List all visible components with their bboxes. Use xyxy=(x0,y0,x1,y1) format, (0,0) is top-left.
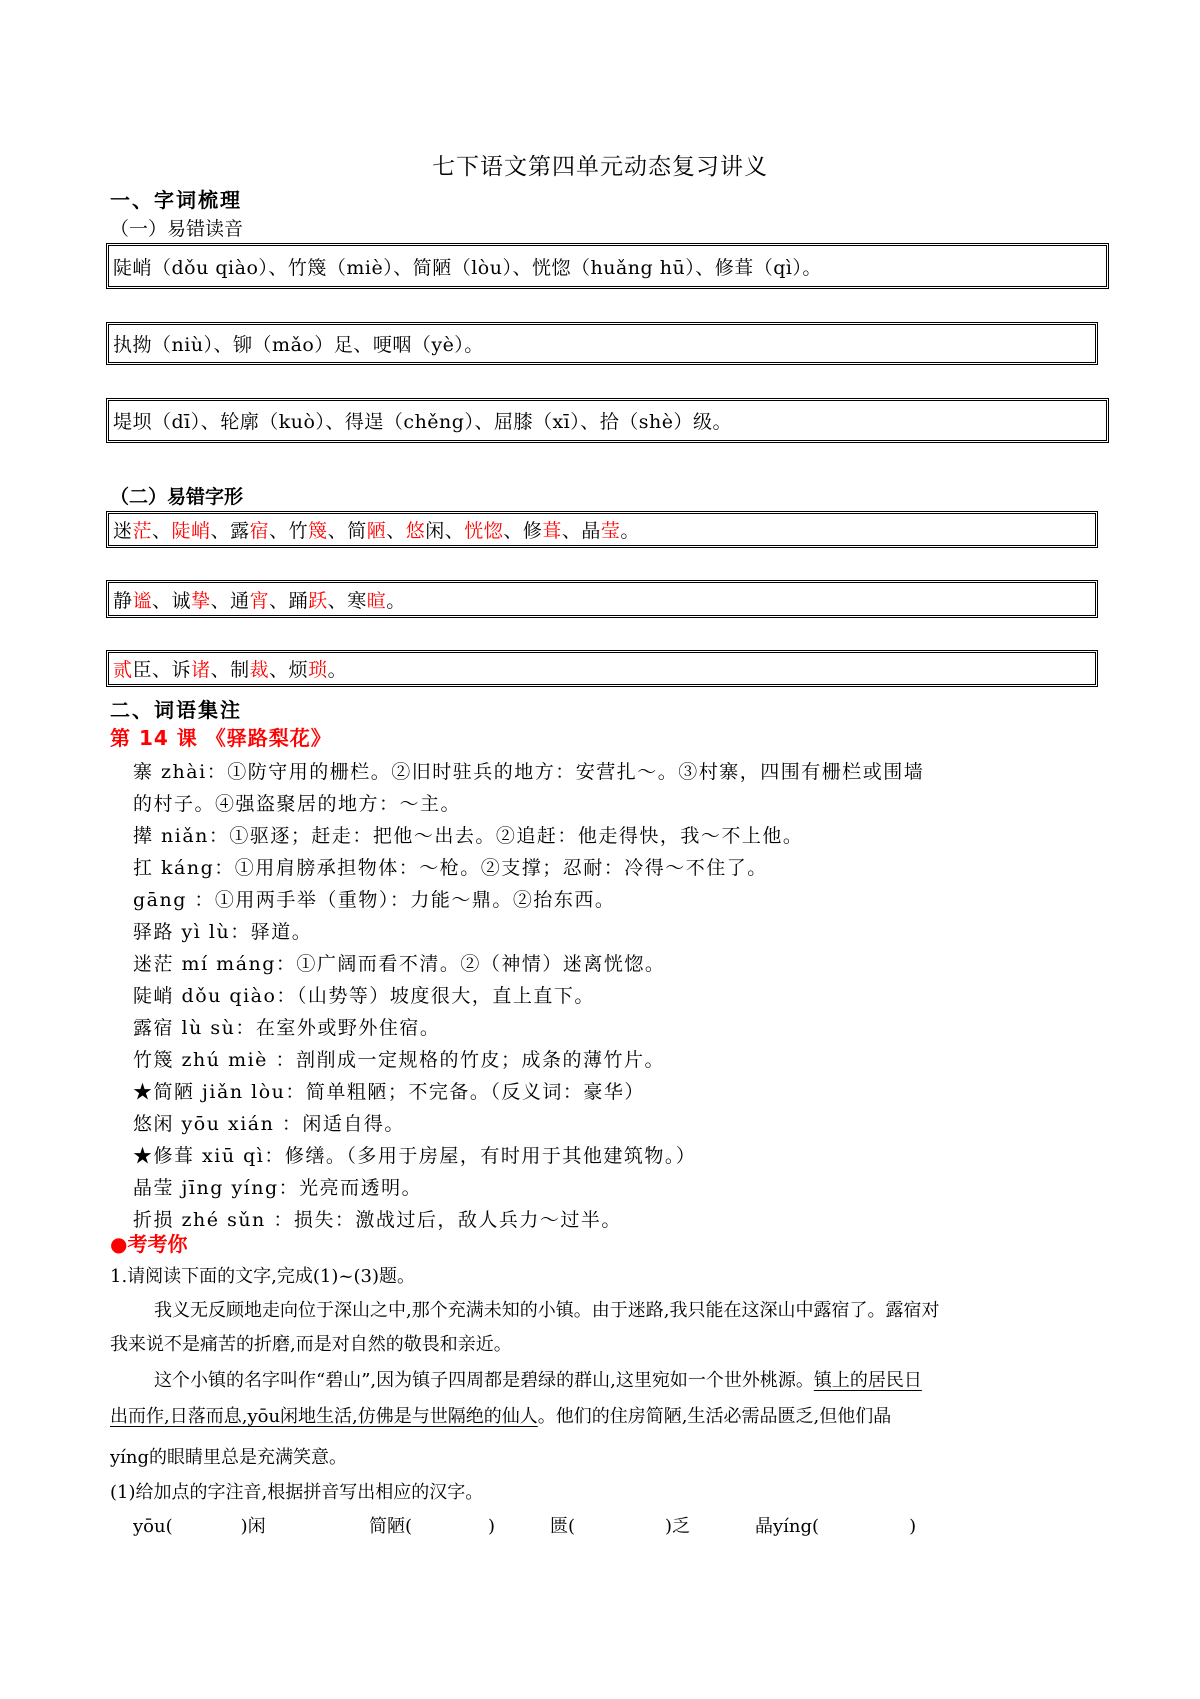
glossary-entry: 撵 niǎn：①驱逐；赶走：把他～出去。②追赶：他走得快，我～不上他。 xyxy=(133,825,804,847)
passage-line xyxy=(110,1402,891,1428)
quiz-heading: ●考考你 xyxy=(110,1232,188,1256)
glossary-entry: 迷茫 mí máng：①广阔而看不清。②（神情）迷离恍惚。 xyxy=(133,953,666,975)
passage-segment: 。他们的住房简陋,生活必需品匮乏,但他们晶 xyxy=(537,1406,892,1427)
section-heading-vocab: 一、字词梳理 xyxy=(110,188,242,212)
answer-blank-1: yōu( )闲 xyxy=(133,1516,266,1537)
answer-blank-3: 匮( )乏 xyxy=(550,1516,691,1537)
pronunciation-box-1: 陡峭（dǒu qiào）、竹篾（miè）、简陋（lòu）、恍惚（huǎng hū）、修葺（qì）。 xyxy=(106,243,1109,289)
underlined-segment: 镇上的居民日 xyxy=(813,1370,922,1391)
glossary-entry: 晶莹 jīng yíng：光亮而透明。 xyxy=(133,1177,423,1199)
glossary-entry: gāng ：①用两手举（重物）：力能～鼎。②抬东西。 xyxy=(133,889,616,911)
answer-blank-2: 简陋( ) xyxy=(369,1516,496,1537)
passage-line: yíng的眼睛里总是充满笑意。 xyxy=(110,1447,348,1468)
passage-line: 我来说不是痛苦的折磨,而是对自然的敬畏和亲近。 xyxy=(110,1334,512,1355)
subheading-pronunciation: （一）易错读音 xyxy=(110,218,244,240)
character-box-2: 静 谧 、 诚 挚 、 通 宵 、 踊 跃 、 寒 暄 。 xyxy=(106,580,1098,618)
section-heading-glossary: 二、词语集注 xyxy=(110,698,242,722)
glossary-entry: ★简陋 jiǎn lòu：简单粗陋；不完备。（反义词：豪华） xyxy=(133,1081,645,1103)
glossary-entry: 竹篾 zhú miè ：剖削成一定规格的竹皮；成条的薄竹片。 xyxy=(133,1049,665,1071)
glossary-entry: 扛 káng：①用肩膀承担物体：～枪。②支撑；忍耐：冷得～不住了。 xyxy=(133,857,768,879)
glossary-entry: 陡峭 dǒu qiào：（山势等）坡度很大，直上直下。 xyxy=(133,985,595,1007)
glossary-entry: 露宿 lù sù：在室外或野外住宿。 xyxy=(133,1017,441,1039)
lesson-title: 第 14 课 《驿路梨花》 xyxy=(110,726,332,750)
glossary-entry: 折损 zhé sǔn ：损失：激战过后，敌人兵力～过半。 xyxy=(133,1209,622,1231)
glossary-entry: 寨 zhài：①防守用的栅栏。②旧时驻兵的地方：安营扎～。③村寨，四围有栅栏或围墙 xyxy=(133,761,925,783)
glossary-entry: 的村子。④强盗聚居的地方：～主。 xyxy=(133,793,462,815)
glossary-entry: 驿路 yì lù：驿道。 xyxy=(133,921,313,943)
question-text: 1.请阅读下面的文字,完成(1)~(3)题。 xyxy=(110,1266,415,1287)
underlined-segment: 出而作,日落而息,yōu闲地生活,仿佛是与世隔绝的仙人 xyxy=(110,1406,538,1427)
character-box-1: 迷 茫 、 陡 峭 、 露 宿 、 竹 篾 、 简 陋 、 悠 闲 、 恍 惚 、 修 葺 、 晶 莹 。 xyxy=(106,511,1098,548)
glossary-entry: ★修葺 xiū qì：修缮。（多用于房屋，有时用于其他建筑物。） xyxy=(133,1145,697,1167)
passage-line: 我义无反顾地走向位于深山之中,那个充满未知的小镇。由于迷路,我只能在这深山中露宿了。露宿对 xyxy=(154,1300,940,1321)
passage-line xyxy=(154,1366,922,1392)
page-title: 七下语文第四单元动态复习讲义 xyxy=(432,154,768,180)
glossary-entry: 悠闲 yōu xián ：闲适自得。 xyxy=(133,1113,405,1135)
pronunciation-box-3: 堤坝（dī）、轮廓（kuò）、得逞（chěng）、屈膝（xī）、拾（shè）级。 xyxy=(106,398,1109,443)
sub-question: (1)给加点的字注音,根据拼音写出相应的汉字。 xyxy=(110,1482,484,1503)
answer-blank-4: 晶yíng( ) xyxy=(755,1516,917,1537)
subheading-characters: （二）易错字形 xyxy=(110,486,244,508)
passage-segment: 这个小镇的名字叫作“碧山”,因为镇子四周都是碧绿的群山,这里宛如一个世外桃源。 xyxy=(154,1370,814,1391)
character-box-3: 贰 臣 、 诉 诸 、 制 裁 、 烦 琐 。 xyxy=(106,650,1098,687)
pronunciation-box-2: 执拗（niù）、铆（mǎo）足、哽咽（yè）。 xyxy=(106,322,1098,365)
